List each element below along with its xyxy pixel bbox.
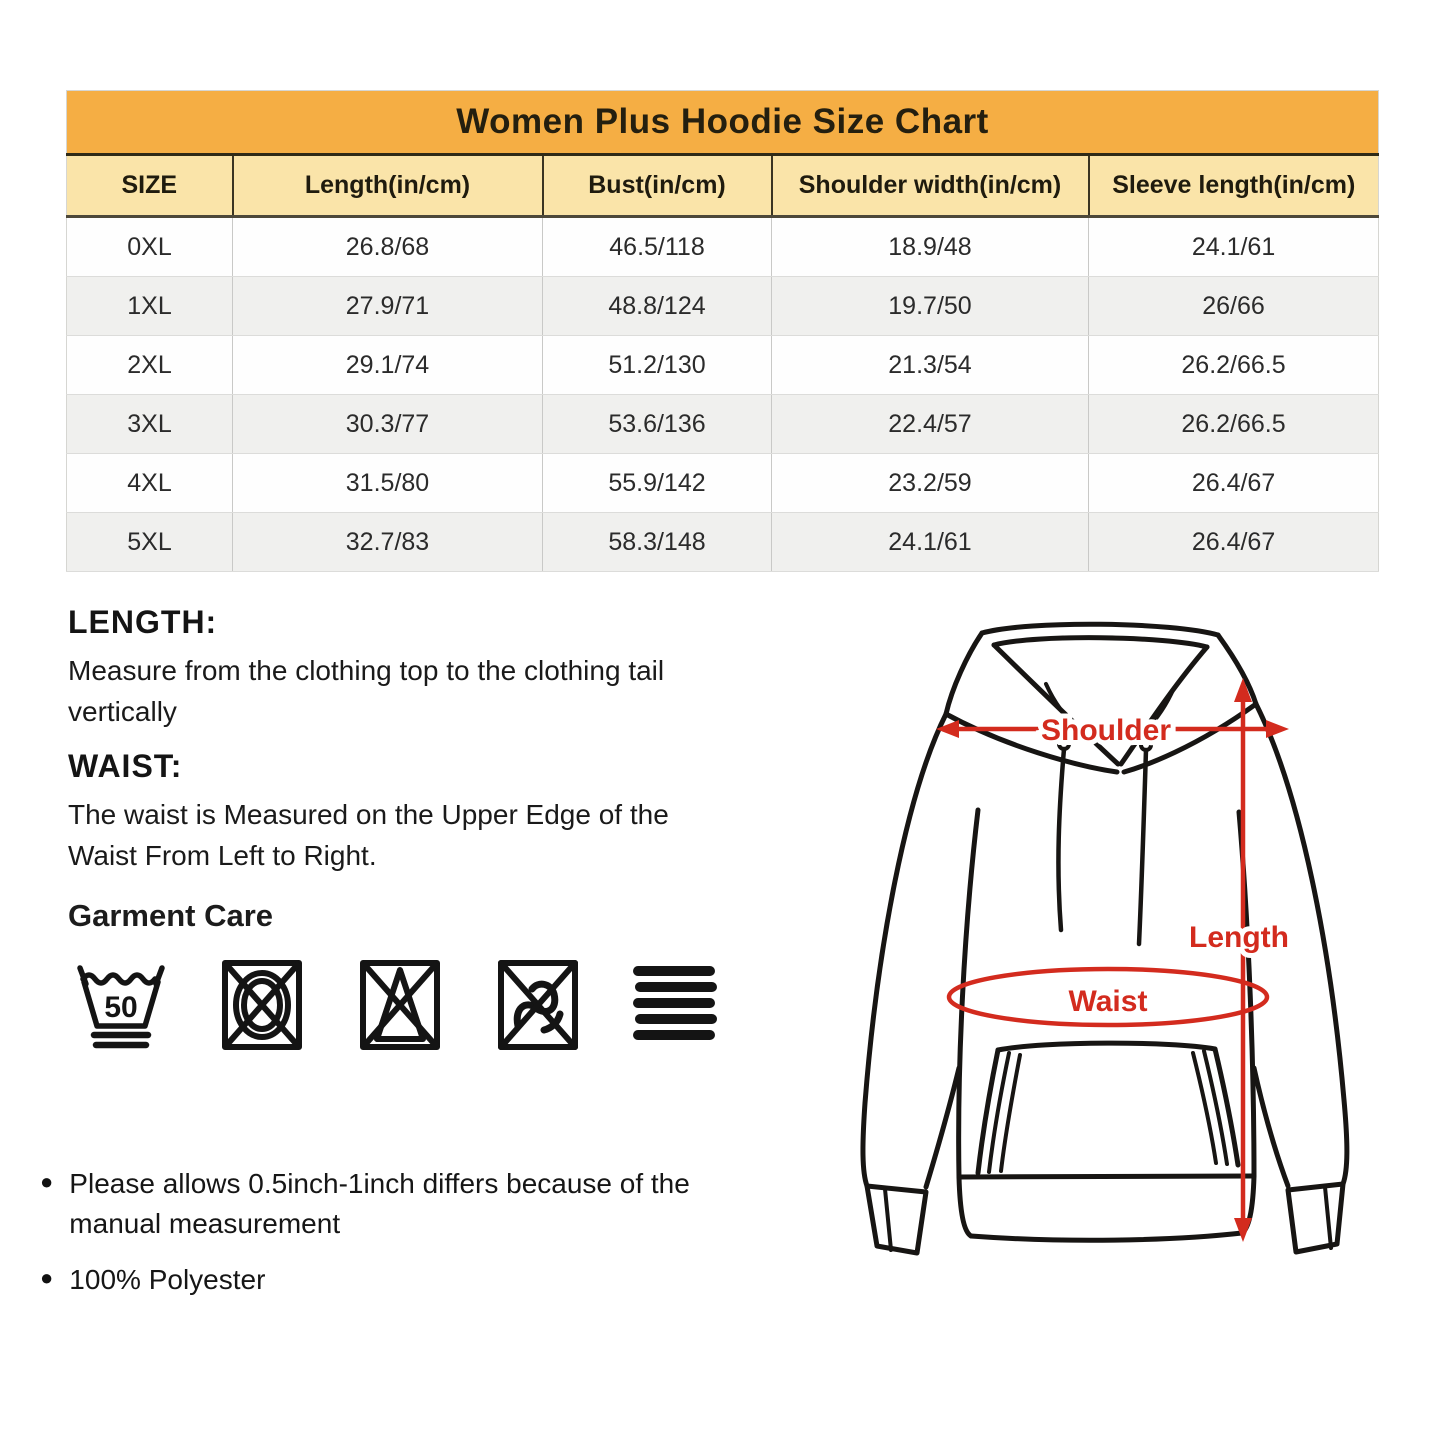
wash-50-icon [68,954,174,1056]
size-cell: 5XL [67,513,233,572]
value-cell: 21.3/54 [772,336,1089,395]
value-cell: 18.9/48 [772,217,1089,277]
table-row [67,395,1379,454]
do-not-bleach-icon [350,954,450,1056]
note-item [40,1164,730,1244]
column-header-size: SIZE [67,155,233,217]
note-text: 100% Polyester [69,1263,266,1295]
size-cell: 4XL [67,454,233,513]
value-cell: 32.7/83 [233,513,543,572]
value-cell: 46.5/118 [543,217,772,277]
table-header-row [67,155,1379,217]
table-title: Women Plus Hoodie Size Chart [67,91,1379,155]
waist-section [68,748,688,876]
length-section [68,604,688,732]
table-title-row [67,91,1379,155]
waist-heading: WAIST: [68,748,183,784]
waist-description: The waist is Measured on the Upper Edge of the Waist From Left to Right. [68,799,669,871]
size-cell: 2XL [67,336,233,395]
value-cell: 51.2/130 [543,336,772,395]
column-header-shoulder: Shoulder width(in/cm) [772,155,1089,217]
notes-list [40,1164,730,1315]
value-cell: 23.2/59 [772,454,1089,513]
value-cell: 24.1/61 [772,513,1089,572]
do-not-wring-icon [488,954,588,1056]
size-cell: 1XL [67,277,233,336]
value-cell: 53.6/136 [543,395,772,454]
waist-label: Waist [1068,985,1148,1018]
size-cell: 3XL [67,395,233,454]
table-row [67,513,1379,572]
value-cell: 26.2/66.5 [1089,336,1379,395]
value-cell: 24.1/61 [1089,217,1379,277]
length-heading: LENGTH: [68,604,218,640]
value-cell: 58.3/148 [543,513,772,572]
value-cell: 30.3/77 [233,395,543,454]
table-row [67,217,1379,277]
value-cell: 55.9/142 [543,454,772,513]
table-row [67,277,1379,336]
value-cell: 19.7/50 [772,277,1089,336]
value-cell: 48.8/124 [543,277,772,336]
column-header-sleeve: Sleeve length(in/cm) [1089,155,1379,217]
care-icons-row [68,954,768,1056]
value-cell: 29.1/74 [233,336,543,395]
do-not-tumble-dry-icon [212,954,312,1056]
size-chart-table [66,90,1379,572]
value-cell: 27.9/71 [233,277,543,336]
note-text: Please allows 0.5inch-1inch differs because of the manual measurement [69,1168,690,1239]
value-cell: 26.4/67 [1089,454,1379,513]
size-cell: 0XL [67,217,233,277]
length-label: Length [1189,921,1289,954]
value-cell: 26.4/67 [1089,513,1379,572]
column-header-length: Length(in/cm) [233,155,543,217]
value-cell: 26/66 [1089,277,1379,336]
shoulder-label: Shoulder [1040,714,1172,747]
value-cell: 22.4/57 [772,395,1089,454]
length-description: Measure from the clothing top to the clothing tail vertically [68,655,665,727]
dry-flat-icon [626,954,722,1056]
value-cell: 26.2/66.5 [1089,395,1379,454]
hoodie-measurement-diagram [840,598,1400,1268]
bullet-icon: ● [40,1169,54,1194]
table-row [67,454,1379,513]
care-heading: Garment Care [68,898,274,933]
table-row [67,336,1379,395]
note-item [40,1260,730,1300]
bullet-icon: ● [40,1264,54,1290]
care-section [68,898,768,1056]
value-cell: 31.5/80 [233,454,543,513]
value-cell: 26.8/68 [233,217,543,277]
column-header-bust: Bust(in/cm) [543,155,772,217]
wash-temperature-label: 50 [104,991,138,1024]
